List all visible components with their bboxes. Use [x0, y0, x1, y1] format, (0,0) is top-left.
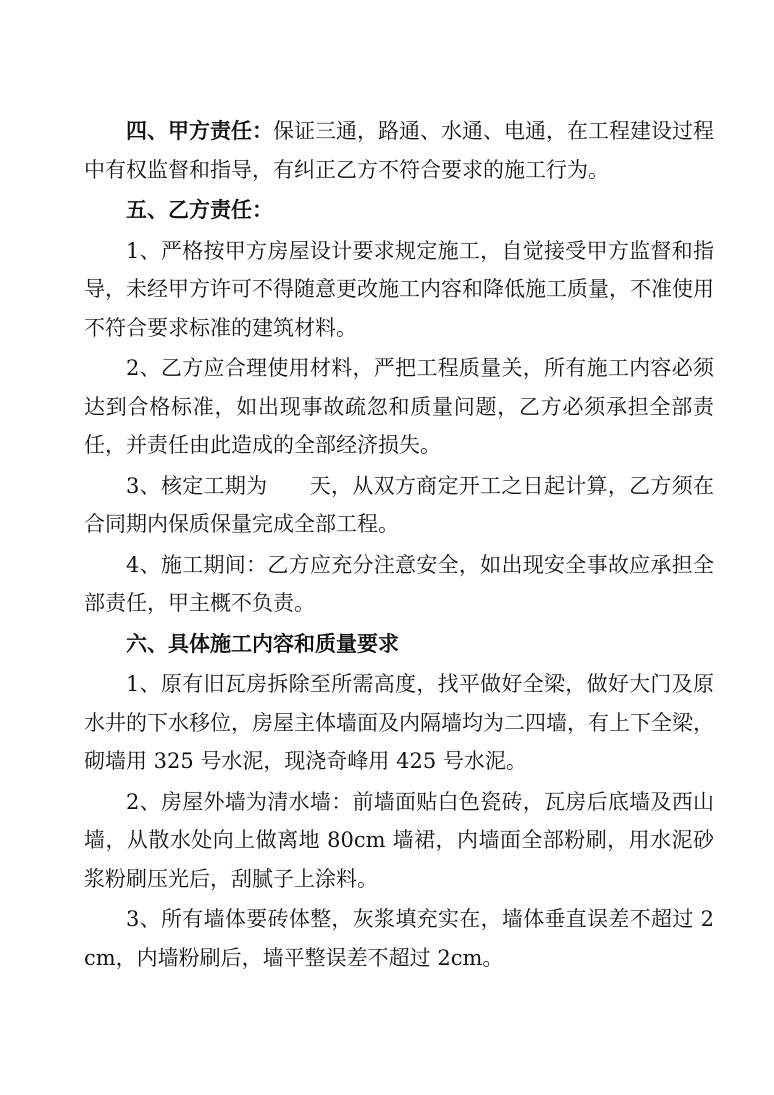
section-4-text: 保证三通，路通、水通、电通，在工程建设过程中有权监督和指导，有纠正乙方不符合要求的施工行为。 [84, 119, 714, 182]
section-5-item-4: 4、施工期间：乙方应充分注意安全，如出现安全事故应承担全部责任，甲主概不负责。 [84, 552, 714, 615]
section-6-item-1: 1、原有旧瓦房拆除至所需高度，找平做好全梁，做好大门及原水井的下水移位，房屋主体墙面及内隔墙均为二四墙，有上下全梁，砌墙用 325 号水泥，现浇奇峰用 425 号水泥。 [84, 672, 714, 773]
section-4-paragraph [84, 112, 714, 189]
section-5-item-1: 1、严格按甲方房屋设计要求规定施工，自觉接受甲方监督和指导，未经甲方许可不得随意更改施工内容和降低施工质量，不准使用不符合要求标准的建筑材料。 [84, 238, 714, 340]
section-6-item-3: 3、所有墙体要砖体整，灰浆填充实在，墙体垂直误差不超过 2cm，内墙粉刷后，墙平整误差不超过 2cm。 [84, 907, 714, 970]
section-5-item-3 [84, 467, 714, 544]
section-5-item-3-start: 3、核定工期为 [126, 473, 268, 498]
section-6-item-2: 2、房屋外墙为清水墙：前墙面贴白色瓷砖，瓦房后底墙及西山墙，从散水处向上做离地 80cm 墙裙，内墙面全部粉刷，用水泥砂浆粉刷压光后，刮腻子上涂料。 [84, 789, 714, 891]
section-5-heading: 五、乙方责任： [126, 197, 273, 222]
section-5-item-2: 2、乙方应合理使用材料，严把工程质量关，所有施工内容必须达到合格标准，如出现事故疏忽和质量问题，乙方必须承担全部责任，并责任由此造成的全部经济损失。 [84, 356, 714, 457]
section-4-heading: 四、甲方责任： [126, 118, 273, 143]
section-5-item-3-end: 天，从双方商定开工之日起计算，乙方须在合同期内保质保量完成全部工程。 [84, 473, 714, 536]
section-6-heading: 六、具体施工内容和质量要求 [126, 630, 399, 656]
